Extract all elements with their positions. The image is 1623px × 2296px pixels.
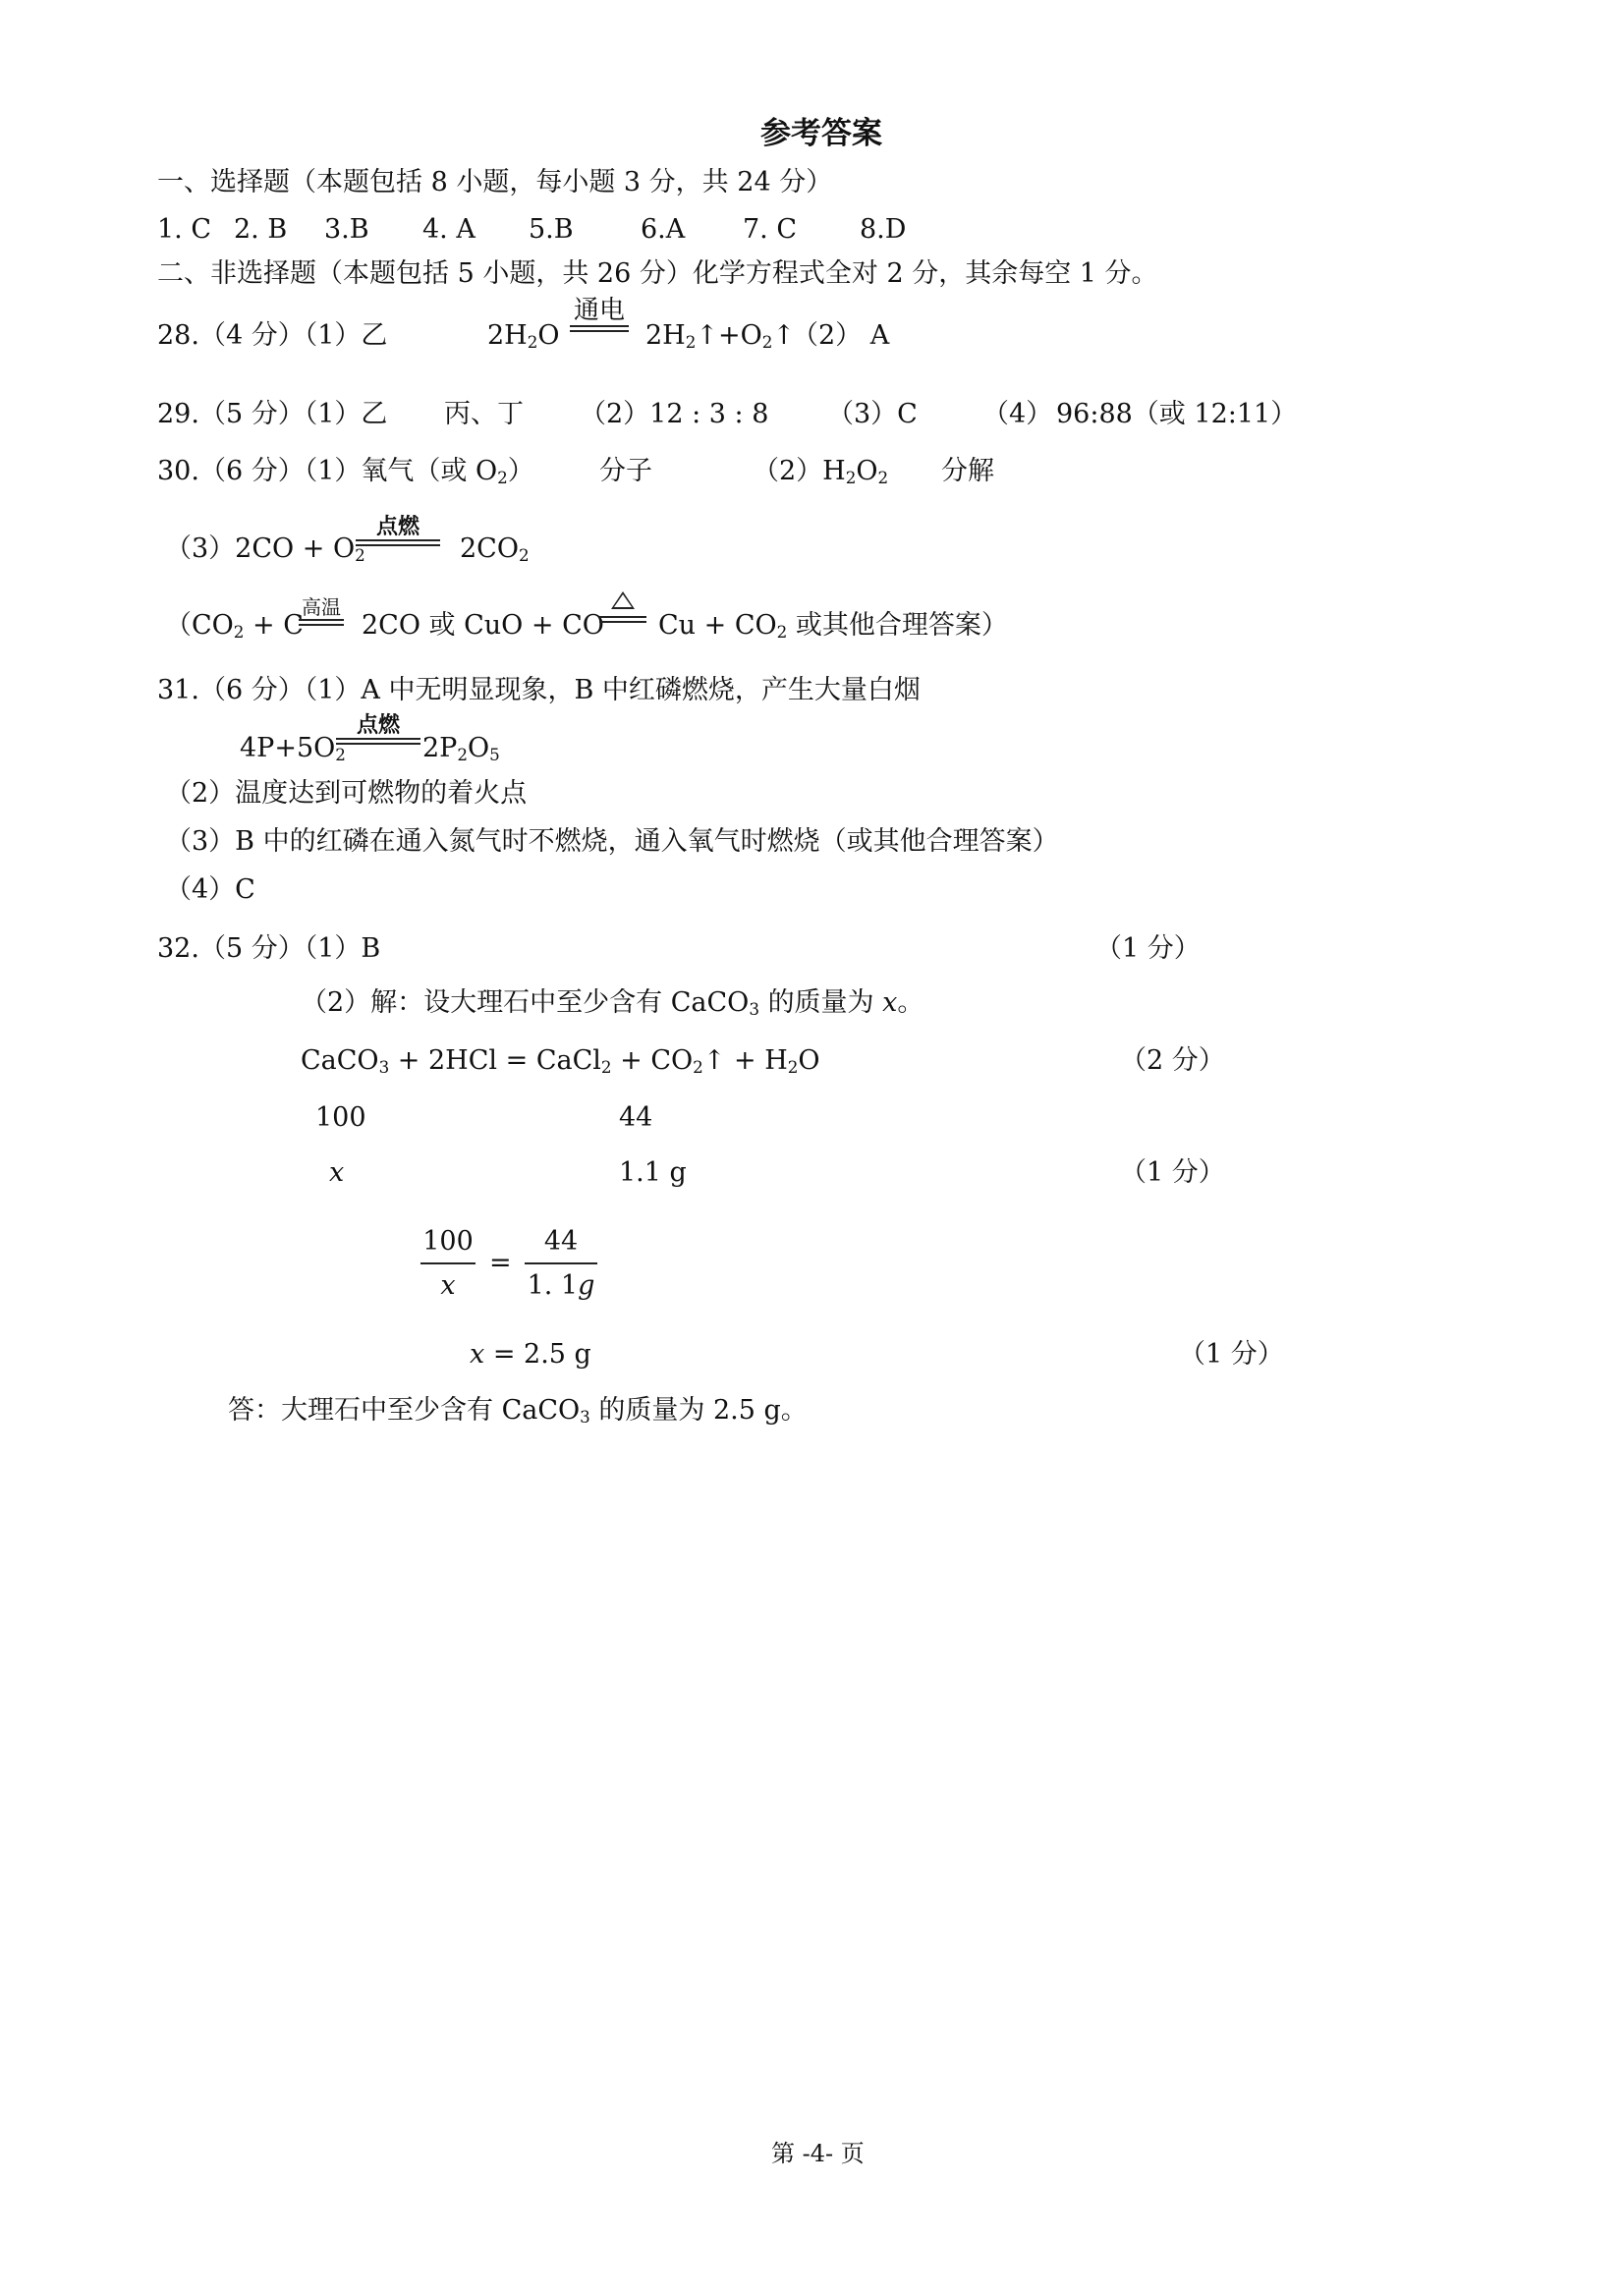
score: （2 分）: [1120, 1045, 1225, 1076]
heat-condition: [599, 591, 646, 623]
molar-mass: 100: [315, 1102, 366, 1133]
q31-line: （4）C: [165, 874, 255, 905]
q29-answer: 96:88（或 12:11）: [1056, 399, 1298, 429]
score: （1 分）: [1179, 1339, 1284, 1370]
choice-answer: 5.B: [529, 214, 574, 245]
reaction-condition: 高温: [299, 597, 344, 626]
q31-line: （3）B 中的红磷在通入氮气时不燃烧，通入氧气时燃烧（或其他合理答案）: [165, 826, 1059, 857]
q31-line: 31.（6 分）（1）A 中无明显现象，B 中红磷燃烧，产生大量白烟: [157, 675, 921, 705]
final-answer: 答：大理石中至少含有 CaCO$_3$ 的质量为 2.5 g。: [228, 1395, 808, 1428]
choice-answer: 7. C: [743, 214, 798, 245]
q29-prefix: 29.（5 分）（1）乙: [157, 399, 388, 429]
choice-answer: 2. B: [234, 214, 288, 245]
q28-equation-right: $2H_2↑+O_2↑$: [645, 320, 796, 353]
fraction-right: $\frac{44}{1. 1g}$: [525, 1226, 597, 1301]
score: （1 分）: [1120, 1157, 1225, 1188]
choice-answer: 1. C: [157, 214, 212, 245]
choice-answer: 4. A: [422, 214, 476, 245]
result: x = 2.5 g: [470, 1339, 591, 1370]
score: （1 分）: [1095, 933, 1201, 964]
q30-answer: 分子: [599, 456, 652, 486]
delta-icon: [611, 591, 635, 609]
q30-answer: 分解: [941, 456, 994, 486]
q28-equation-left: $2H_2O$: [487, 320, 560, 353]
q31-equation-left: $4P+5O_2$: [240, 733, 346, 765]
section2-heading: 二、非选择题（本题包括 5 小题，共 26 分）化学方程式全对 2 分，其余每空 1 分。: [157, 258, 1158, 289]
q30-prefix: 30.（6 分）（1）氧气（或 $O_2$）: [157, 456, 534, 488]
molar-mass: 44: [619, 1102, 653, 1133]
q32-equation: CaCO$_3$ + 2HCl = CaCl$_2$ + $CO_2↑ + H_2O$: [301, 1045, 820, 1078]
q28-part2: （2） A: [792, 320, 890, 351]
q28-prefix: 28.（4 分）（1）乙: [157, 320, 388, 351]
q29-answer: 丙、丁: [444, 399, 524, 429]
variable: x: [329, 1157, 345, 1188]
q30-equation-1: $(3)2CO + O_2$: [165, 533, 365, 566]
q30-answer: $(2)H_2O_2$: [753, 456, 889, 488]
q32-line: 32.（5 分）（1）B: [157, 933, 381, 964]
choice-answer: 6.A: [641, 214, 686, 245]
q30-equation-2-end: $Cu + CO_2$ 或其他合理答案）: [658, 610, 1008, 643]
fraction-left: $\frac{100}{x}$: [420, 1226, 476, 1301]
page-title: 参考答案: [760, 116, 882, 151]
reaction-condition: 点燃: [356, 516, 440, 546]
q31-line: （2）温度达到可燃物的着火点: [165, 778, 528, 809]
q30-equation-2-rest: 2CO 或 CuO + CO: [362, 610, 604, 641]
q30-equation-1-product: $2CO_2$: [460, 533, 530, 566]
q29-answer: （2）12 : 3 : 8: [580, 399, 769, 429]
q29-answer: （3）C: [827, 399, 918, 429]
choice-answer: 3.B: [324, 214, 369, 245]
reaction-condition: 通电: [570, 298, 629, 332]
choice-answer: 8.D: [860, 214, 907, 245]
q31-equation-right: $2P_2O_5$: [422, 733, 500, 765]
section1-heading: 一、选择题（本题包括 8 小题，每小题 3 分，共 24 分）: [157, 167, 833, 197]
equals-sign: =: [489, 1248, 512, 1278]
q30-equation-2: （$CO_2 + C$: [165, 610, 304, 643]
reaction-condition: 点燃: [336, 714, 420, 745]
given-mass: 1.1 g: [619, 1157, 687, 1188]
page-number: 第 -4- 页: [771, 2140, 865, 2167]
q32-solution-setup: （2）解：设大理石中至少含有 CaCO$_3$ 的质量为 x。: [301, 987, 924, 1020]
q29-answer: （4）: [982, 399, 1053, 429]
